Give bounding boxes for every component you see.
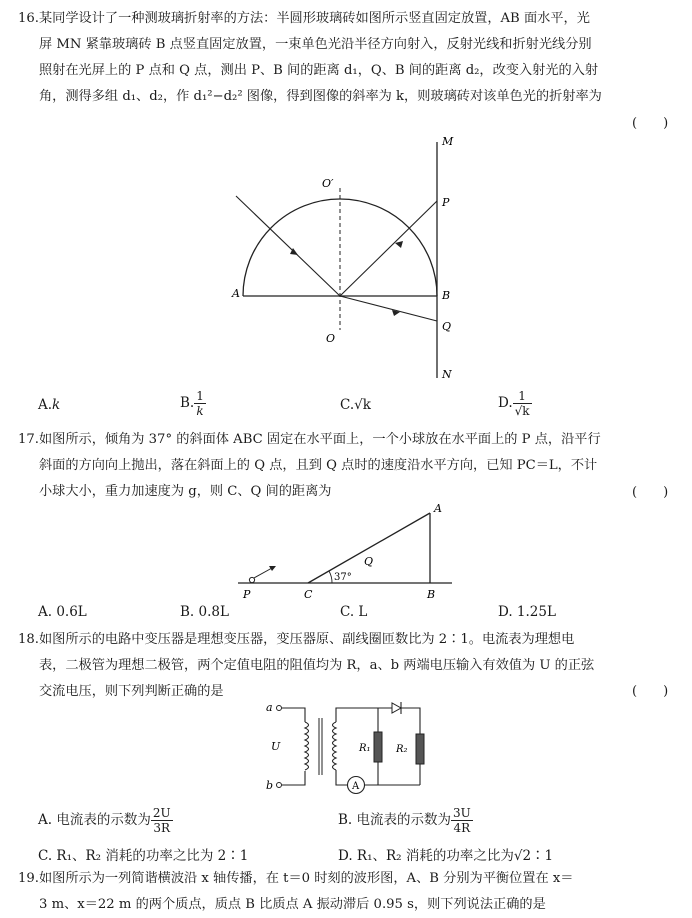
q16-line-3: 照射在光屏上的 P 点和 Q 点，测出 P、B 间的距离 d₁，Q、B 间的距离 d₂，改变入射光的入射 [39, 63, 599, 78]
q16-option-b-label: B. [180, 395, 195, 411]
q18-options [38, 802, 678, 864]
ammeter-label: A [352, 781, 360, 792]
q18-option-b-num: 3U [453, 806, 471, 820]
q18-option-b-den: 4R [453, 821, 471, 835]
terminal-a [277, 706, 282, 711]
label-o: O [326, 332, 336, 345]
label-m: M [442, 135, 454, 148]
r2-resistor [416, 734, 424, 764]
q17-line-2: 斜面的方向向上抛出，落在斜面上的 Q 点，且到 Q 点时的速度沿水平方向，已知 PC＝L，不计 [39, 458, 598, 473]
q16-option-a-label: A. [38, 397, 53, 413]
label-u: U [271, 740, 281, 753]
q17-line-1: 17.如图所示，倾角为 37° 的斜面体 ABC 固定在水平面上，一个小球放在水平面上的 P 点，沿平行 [18, 432, 601, 447]
label-o-prime: O′ [322, 177, 334, 190]
terminal-b [277, 783, 282, 788]
label-p: P [243, 588, 251, 601]
primary-top-wire [282, 708, 305, 722]
primary-bottom-wire [282, 771, 305, 785]
q16-line-2: 屏 MN 紧靠玻璃砖 B 点竖直固定放置，一束单色光沿半径方向射入，反射光线和折射光线分别 [39, 37, 592, 52]
q18-option-a-num: 2U [152, 806, 171, 820]
secondary-coil [333, 722, 337, 770]
q16-option-a-value: k [52, 397, 61, 413]
q18-option-a-den: 3R [153, 821, 171, 835]
label-r2: R₂ [396, 744, 408, 755]
q16-option-b-den: k [196, 404, 204, 418]
label-n: N [442, 368, 452, 381]
label-q: Q [364, 555, 374, 568]
q18-option-d[interactable]: D. R₁、R₂ 消耗的功率之比为√2∶1 [338, 848, 554, 864]
q18-option-a[interactable] [38, 806, 173, 835]
q17-option-a[interactable]: A. 0.6L [38, 604, 87, 620]
primary-coil [305, 722, 309, 770]
q17-line-3: 小球大小，重力加速度为 g，则 C、Q 间的距离为 [39, 484, 332, 499]
r1-resistor [374, 732, 382, 762]
q16-line-1: 16.某同学设计了一种测玻璃折射率的方法：半圆形玻璃砖如图所示竖直固定放置，AB 面水平，光 [18, 11, 590, 26]
q17-option-b[interactable]: B. 0.8L [180, 604, 229, 620]
q16-line-4: 角，测得多组 d₁、d₂，作 d₁²−d₂² 图像，得到图像的斜率为 k，则玻璃砖对该单色光的折射率为 [39, 89, 602, 104]
q18-option-a-label: A. 电流表的示数为 [38, 812, 151, 828]
q17-answer-paren: ( ) [632, 485, 669, 500]
q18-option-b[interactable] [338, 806, 473, 835]
q17-option-d[interactable]: D. 1.25L [498, 604, 556, 620]
q18-option-c[interactable]: C. R₁、R₂ 消耗的功率之比为 2∶1 [38, 848, 249, 864]
label-q: Q [442, 320, 452, 333]
q17-option-c[interactable]: C. L [340, 604, 368, 620]
label-a: A [434, 502, 442, 515]
q19-line-2: 3 m、x＝22 m 的两个质点，质点 B 比质点 A 振动滞后 0.95 s，则下列说法正确的是 [39, 897, 546, 912]
q16-answer-paren: ( ) [632, 116, 669, 131]
q16-option-d-den: √k [514, 404, 530, 418]
label-angle: 37° [334, 572, 352, 583]
diode [392, 703, 401, 713]
label-b: B [442, 289, 451, 302]
question-19 [18, 866, 682, 918]
label-c: C [304, 588, 313, 601]
q18-option-b-label: B. 电流表的示数为 [338, 812, 452, 828]
label-b: b [266, 779, 274, 792]
q19-line-1: 19.如图所示为一列简谐横波沿 x 轴传播，在 t＝0 时刻的波形图，A、B 分别为平衡位置在 x＝ [18, 871, 574, 886]
q16-option-c-value: √k [354, 397, 371, 413]
label-a: A [232, 287, 240, 300]
q18-line-3: 交流电压，则下列判断正确的是 [39, 684, 224, 699]
q18-answer-paren: ( ) [632, 684, 669, 699]
label-p: P [442, 196, 450, 209]
q18-line-1: 18.如图所示的电路中变压器是理想变压器，变压器原、副线圈匝数比为 2∶1。电流表为理想电 [18, 632, 575, 647]
q16-option-d-label: D. [498, 395, 513, 411]
label-a: a [266, 701, 273, 714]
secondary-bottom-left-wire [336, 770, 347, 785]
label-r1: R₁ [359, 743, 371, 754]
q16-option-b-num: 1 [196, 389, 204, 403]
label-b: B [427, 588, 436, 601]
q16-option-c-label: C. [340, 397, 355, 413]
q18-line-2: 表，二极管为理想二极管，两个定值电阻的阻值均为 R，a、b 两端电压输入有效值为 U 的正弦 [39, 658, 595, 673]
q16-option-d-num: 1 [513, 389, 532, 404]
